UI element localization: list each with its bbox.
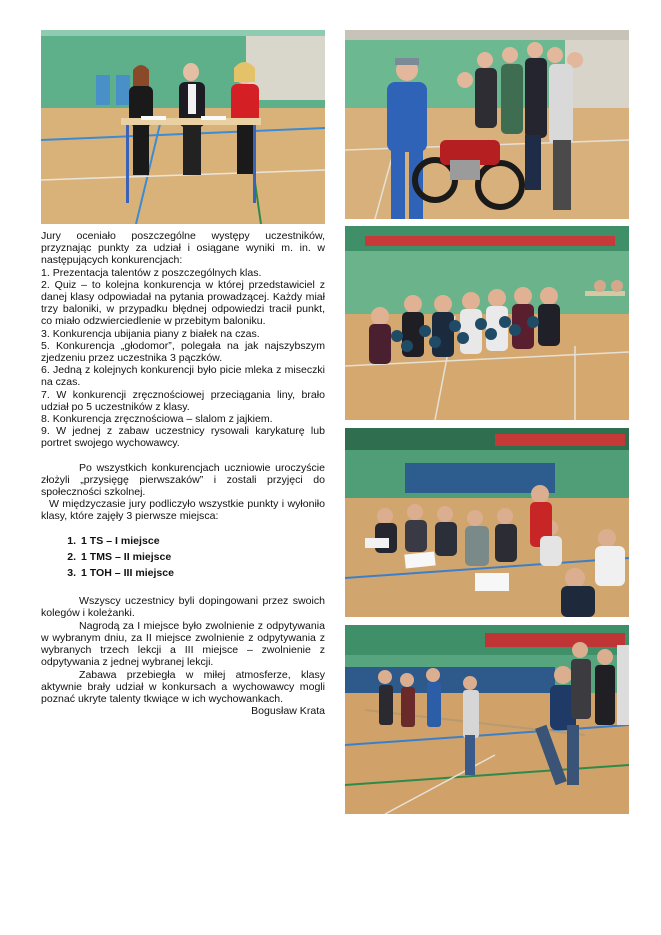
competition-item: 5. Konkurencja „głodomor”, polegała na jak najszybszym zjedzeniu przez uczestnika 3 pączków.: [41, 339, 325, 365]
tally-paragraph: W międzyczasie jury podliczyło wszystkie punkty i wyłoniło klasy, które zajęły 3 pierwsze miejsca:: [41, 498, 325, 523]
ranking-item: 3. 1 TOH – III miejsce: [79, 567, 325, 579]
competition-item: 9. W jednej z zabaw uczestnicy rysowali karykaturę lub portret swojego wychowawcy.: [41, 425, 325, 450]
competition-item: 8. Konkurencja zręcznościowa – slalom z jajkiem.: [41, 413, 273, 426]
competition-item: 2. Quiz – to kolejna konkurencja w której przedstawiciel z danej klasy odpowiadał na pytania prowadzącej. Każdy miał trzy baloniki, w przypadku błędnej odpowiedzi tracił punkt, co miało odzwierciedlenie w przebitym baloniku.: [41, 278, 325, 328]
motorcycle-photo: [345, 30, 629, 219]
jury-photo: [41, 30, 325, 224]
ranking-item: 1. 1 TS – I miejsce: [79, 535, 325, 547]
ranking-item: 2. 1 TMS – II miejsce: [79, 551, 325, 563]
closing-paragraph: Zabawa przebiegła w miłej atmosferze, klasy aktywnie brały udział w konkursach a wychowawcy mogli poznać ukryte talenty tkwiące w ich wychowankach.: [41, 668, 325, 705]
tug-of-war-photo: [345, 625, 629, 814]
competition-item: 6. Jedną z kolejnych konkurencji było picie mleka z miseczki na czas.: [41, 364, 325, 389]
competition-item: 1. Prezentacja talentów z poszczególnych klas.: [41, 266, 262, 279]
competition-item: 7. W konkurencji zręcznościowej przeciągania liny, brało udział po 5 uczestników z klasy.: [41, 388, 325, 413]
article-text: [41, 230, 325, 717]
encouraged-paragraph: Wszyscy uczestnicy byli dopingowani przez swoich kolegów i koleżanki.: [41, 595, 325, 620]
author-signature: Bogusław Krata: [251, 705, 325, 718]
intro-paragraph: Jury oceniało poszczególne występy uczestników, przyznając punkty za udział i osiągane wyniki m. in. w następujących konkurencjach:: [41, 230, 325, 267]
competition-item: 3. Konkurencja ubijania piany z białek na czas.: [41, 327, 260, 340]
oath-paragraph: Po wszystkich konkurencjach uczniowie uroczyście złożyli „przysięgę pierwszaków” i zostali przyjęci do społeczności szkolnej.: [41, 461, 325, 499]
ranking-list: [41, 535, 325, 580]
prizes-paragraph: Nagrodą za I miejsce było zwolnienie z odpytywania w wybranym dniu, za II miejsce zwolnienie z odpytywania z wybranych trzech lekcji a III miejsce – zwolnienie z odpytywania z jednej wybranej lekcji.: [41, 619, 325, 669]
balloon-quiz-photo: [345, 226, 629, 420]
drawing-contest-photo: [345, 428, 629, 617]
